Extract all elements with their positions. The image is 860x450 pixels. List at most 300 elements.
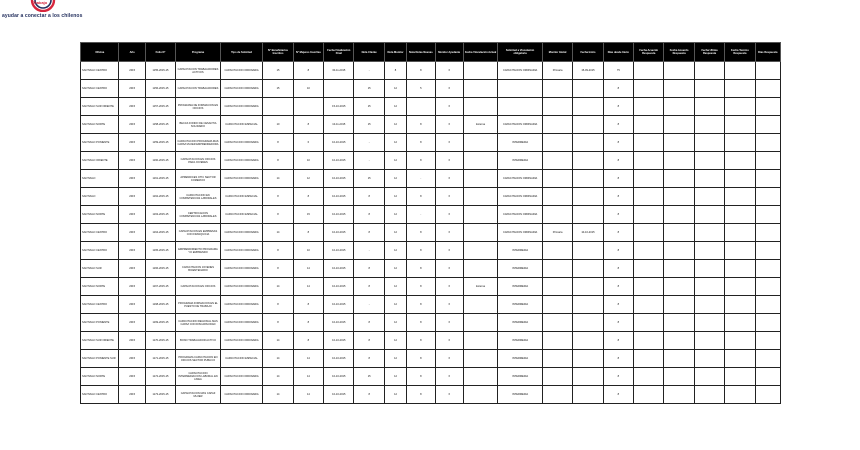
table-cell: 1170-2015-15 <box>145 332 175 350</box>
table-cell <box>664 296 694 314</box>
table-cell <box>573 278 603 296</box>
table-cell <box>694 386 724 404</box>
table-cell: X <box>435 368 463 386</box>
table-cell: 2015 <box>119 224 145 242</box>
table-cell <box>634 278 664 296</box>
table-cell <box>573 314 603 332</box>
table-cell: PROGRAMA FORMACION EN EL PUESTO DE TRABAJO <box>176 296 221 314</box>
table-cell <box>634 116 664 134</box>
table-cell <box>463 80 497 98</box>
table-cell: 12 <box>384 332 406 350</box>
table-cell: CAPACITACION ESPECIAL <box>220 188 263 206</box>
column-header: Días Respuesta <box>755 43 780 62</box>
table-cell: CAPACITACION EN OFICIOS PARA JOVENES <box>176 152 221 170</box>
table-cell: 15-10-2015 <box>324 98 354 116</box>
table-cell <box>463 134 497 152</box>
table-cell <box>573 386 603 404</box>
table-cell: Primaria <box>542 62 572 80</box>
table-cell: SANTIAGO ORIENTE <box>81 152 119 170</box>
table-cell: 8 <box>407 332 435 350</box>
table-cell: 1160-2015-15 <box>145 152 175 170</box>
table-cell <box>634 350 664 368</box>
column-header: Fecha Ultima Respuesta <box>694 43 724 62</box>
table-cell: 14 <box>293 350 323 368</box>
table-cell <box>542 98 572 116</box>
table-cell <box>573 116 603 134</box>
table-cell: 12 <box>384 278 406 296</box>
table-cell: 1155-2015-15 <box>145 62 175 80</box>
table-cell <box>542 116 572 134</box>
table-cell: 1162-2015-15 <box>145 188 175 206</box>
table-cell <box>725 386 755 404</box>
table-cell: 10 <box>263 116 293 134</box>
column-header: Nota Notas Nuevas <box>407 43 435 62</box>
table-cell <box>542 206 572 224</box>
table-cell: 12 <box>384 224 406 242</box>
table-cell: X <box>435 206 463 224</box>
table-cell <box>755 386 780 404</box>
table-cell: 8 <box>407 152 435 170</box>
table-cell <box>463 314 497 332</box>
column-header: Monitor Ayudante <box>435 43 463 62</box>
table-cell <box>463 332 497 350</box>
table-cell <box>664 80 694 98</box>
table-cell: - <box>407 170 435 188</box>
table-cell: APRENDICES OTIC SECTOR COMERCIO <box>176 170 221 188</box>
table-cell: 10-10-2015 <box>324 296 354 314</box>
table-cell: CAPACITACION INTERMEDIACION LABORAL EN LINEA <box>176 368 221 386</box>
table-cell: - <box>354 152 384 170</box>
table-cell: CAPACITACION ORDINARIA <box>498 62 543 80</box>
table-cell: 15 <box>263 62 293 80</box>
column-header: Año <box>119 43 145 62</box>
table-cell: SANTIAGO CENTRO <box>81 242 119 260</box>
table-cell: SANTIAGO CENTRO <box>81 62 119 80</box>
column-header: N° Mujeres Inscritas <box>293 43 323 62</box>
table-cell <box>755 224 780 242</box>
table-cell: 10-10-2015 <box>324 260 354 278</box>
table-cell: 1164-2015-15 <box>145 224 175 242</box>
table-cell: CAPACITACION ORDINARIA <box>220 314 263 332</box>
table-cell: SANTIAGO CENTRO <box>81 296 119 314</box>
table-cell: CAPACITACION ORDINARIA <box>220 152 263 170</box>
table-cell <box>542 260 572 278</box>
table-cell: 14 <box>293 368 323 386</box>
table-cell <box>755 80 780 98</box>
table-cell: 1173-2015-15 <box>145 386 175 404</box>
tagline: ayudar a conectar a los chilenos <box>2 13 83 19</box>
table-row <box>81 368 781 386</box>
table-cell <box>694 134 724 152</box>
table-cell: 8 <box>354 350 384 368</box>
table-cell: CAPACITACION ORDINARIA <box>498 170 543 188</box>
table-cell: 2015 <box>119 332 145 350</box>
table-cell <box>634 368 664 386</box>
table-row <box>81 224 781 242</box>
table-cell: 8 <box>354 332 384 350</box>
table-cell: CAPACITACION EN EMPRESAS CON FRANQUICIA <box>176 224 221 242</box>
table-cell: CAPACITACION ORDINARIA <box>498 116 543 134</box>
table-row <box>81 260 781 278</box>
table-cell <box>725 332 755 350</box>
table-cell: CAPACITACION REGIONAL MAS CAPAZ CON DISCAPACIDAD <box>176 314 221 332</box>
table-cell <box>725 278 755 296</box>
table-cell <box>755 170 780 188</box>
table-cell: SANTIAGO <box>81 188 119 206</box>
table-cell: 1168-2015-15 <box>145 296 175 314</box>
table-cell: 10-10-2015 <box>324 314 354 332</box>
table-cell: 8 <box>603 224 633 242</box>
table-cell: 8 <box>263 314 293 332</box>
table-cell: 8 <box>603 260 633 278</box>
table-cell <box>725 152 755 170</box>
table-cell: 1166-2015-15 <box>145 260 175 278</box>
table-cell: X <box>435 278 463 296</box>
table-cell <box>664 386 694 404</box>
table-cell: 12 <box>384 260 406 278</box>
table-cell <box>725 260 755 278</box>
table-cell <box>694 350 724 368</box>
table-cell: 2015 <box>119 314 145 332</box>
table-cell: CERTIFICACION COMPETENCIAS LABORALES <box>176 206 221 224</box>
table-cell: 15 <box>293 206 323 224</box>
table-cell: - <box>354 242 384 260</box>
table-cell: 14 <box>263 350 293 368</box>
table-cell: 8 <box>407 62 435 80</box>
table-cell <box>573 152 603 170</box>
table-cell: CAPACITACION ORDINARIA <box>220 224 263 242</box>
table-cell: SANTIAGO PONIENTE <box>81 134 119 152</box>
table-cell: 1159-2015-15 <box>145 134 175 152</box>
table-cell: SANTIAGO NORTE <box>81 368 119 386</box>
table-cell <box>634 260 664 278</box>
table-cell: SANTIAGO NORTE <box>81 206 119 224</box>
table-cell <box>542 314 572 332</box>
table-cell: 1171-2015-15 <box>145 350 175 368</box>
table-cell <box>664 98 694 116</box>
table-cell <box>694 332 724 350</box>
table-cell: 8 <box>354 188 384 206</box>
table-header-row <box>81 43 781 62</box>
table-cell: 8 <box>263 152 293 170</box>
table-cell: 8 <box>603 314 633 332</box>
table-cell: SANTIAGO SUR <box>81 260 119 278</box>
table-cell: 8 <box>603 350 633 368</box>
table-cell <box>293 98 323 116</box>
table-cell: 12 <box>384 242 406 260</box>
table-cell: 12 <box>384 314 406 332</box>
table-cell: 1167-2015-15 <box>145 278 175 296</box>
table-cell: INTERMEDIA <box>498 368 543 386</box>
table-cell: CAPACITACION ESPECIAL <box>220 206 263 224</box>
table-cell: 14 <box>263 368 293 386</box>
table-cell <box>725 206 755 224</box>
table-cell: 8 <box>407 224 435 242</box>
table-cell <box>725 98 755 116</box>
table-cell: INTERMEDIA <box>498 386 543 404</box>
table-cell: 2015 <box>119 170 145 188</box>
table-cell <box>664 314 694 332</box>
table-cell: Primaria <box>542 224 572 242</box>
table-cell: X <box>435 116 463 134</box>
table-cell <box>634 386 664 404</box>
table-cell: 2015 <box>119 134 145 152</box>
table-cell: 1165-2015-15 <box>145 242 175 260</box>
table-cell: CAPACITACION ESPECIAL <box>220 116 263 134</box>
table-cell <box>573 296 603 314</box>
table-cell: 8 <box>603 98 633 116</box>
table-cell: 12 <box>384 206 406 224</box>
table-cell <box>694 206 724 224</box>
table-cell <box>694 62 724 80</box>
table-cell <box>755 188 780 206</box>
table-cell: 8 <box>407 188 435 206</box>
table-cell: CAPACITACION ORDINARIA <box>220 368 263 386</box>
table-cell <box>498 80 543 98</box>
table-cell: 10 <box>293 242 323 260</box>
table-cell: 10-10-2015 <box>324 170 354 188</box>
table-cell: CAPACITACION ORDINARIA <box>220 278 263 296</box>
table-cell: CAPACITACION TRABAJADORES ACTIVOS <box>176 62 221 80</box>
table-cell: X <box>435 152 463 170</box>
table-row <box>81 350 781 368</box>
table-cell <box>725 368 755 386</box>
table-cell: 8 <box>603 80 633 98</box>
table-cell: 8 <box>354 224 384 242</box>
column-header: Folio N° <box>145 43 175 62</box>
table-cell: 2015 <box>119 368 145 386</box>
table-cell: 12 <box>384 152 406 170</box>
table-cell: 14 <box>263 224 293 242</box>
column-header: Fecha Finalización Final <box>324 43 354 62</box>
table-cell <box>573 260 603 278</box>
table-cell: - <box>407 206 435 224</box>
table-cell: 10-10-2015 <box>324 278 354 296</box>
table-cell: CAPACITACION PROGRAMA MAS CAPAZ MUJER EMPRENDEDORA <box>176 134 221 152</box>
table-cell <box>463 296 497 314</box>
table-cell <box>694 224 724 242</box>
table-cell: 8 <box>354 206 384 224</box>
table-cell <box>725 170 755 188</box>
table-cell <box>694 368 724 386</box>
table-cell: CAPACITACION JOVENES BICENTENARIO <box>176 260 221 278</box>
table-cell: 6 <box>293 134 323 152</box>
table-cell: 8 <box>263 242 293 260</box>
table-cell <box>694 242 724 260</box>
table-cell <box>664 242 694 260</box>
table-cell: 8 <box>407 314 435 332</box>
table-cell: 8 <box>603 170 633 188</box>
column-header: Fecha Vinculación Actual <box>463 43 497 62</box>
table-cell <box>634 98 664 116</box>
table-cell: 14 <box>263 278 293 296</box>
table-cell <box>694 152 724 170</box>
column-header: Nota Cliente <box>354 43 384 62</box>
table-cell: CAPACITACION ESPECIAL <box>220 350 263 368</box>
column-header: Monitor Inicial <box>542 43 572 62</box>
table-cell: SANTIAGO SUR ORIENTE <box>81 98 119 116</box>
table-cell <box>755 242 780 260</box>
table-cell: CAPACITACION TRABAJADORES <box>176 80 221 98</box>
table-cell: 2015 <box>119 62 145 80</box>
table-cell: 10-11-2015 <box>324 116 354 134</box>
table-cell: 8 <box>263 188 293 206</box>
table-cell <box>725 296 755 314</box>
table-cell <box>324 80 354 98</box>
table-cell <box>755 350 780 368</box>
table-cell: 2015 <box>119 260 145 278</box>
table-cell: BECAS FONDO DE CESANTIA SOLIDARIO <box>176 116 221 134</box>
table-cell: 10-10-2015 <box>324 224 354 242</box>
table-cell <box>694 296 724 314</box>
table-cell <box>573 134 603 152</box>
table-cell: 1157-2015-15 <box>145 98 175 116</box>
table-cell: 14 <box>293 260 323 278</box>
table-cell: 2015 <box>119 386 145 404</box>
column-header: N° Beneficiarios Inscritos <box>263 43 293 62</box>
table-cell: 8 <box>407 278 435 296</box>
table-row <box>81 206 781 224</box>
table-cell <box>664 206 694 224</box>
table-cell: 2015 <box>119 152 145 170</box>
table-cell: CAPACITACION EN OFICIOS <box>176 278 221 296</box>
table-cell: 8 <box>407 134 435 152</box>
table-cell: 2015 <box>119 116 145 134</box>
table-cell <box>634 296 664 314</box>
table-cell <box>664 224 694 242</box>
table-cell <box>463 260 497 278</box>
table-row <box>81 62 781 80</box>
table-cell: 10-10-2015 <box>324 386 354 404</box>
table-cell: 2015 <box>119 242 145 260</box>
table-row <box>81 242 781 260</box>
table-cell: X <box>435 332 463 350</box>
table-cell: X <box>435 224 463 242</box>
table-cell: SANTIAGO CENTRO <box>81 224 119 242</box>
table-cell: X <box>435 260 463 278</box>
column-header: Solicitud a Vinculación obligatoria <box>498 43 543 62</box>
table-cell <box>463 188 497 206</box>
table-cell: INTERMEDIA <box>498 350 543 368</box>
table-cell <box>755 368 780 386</box>
table-cell: - <box>354 296 384 314</box>
table-cell: CAPACITACION EN COMPETENCIAS LABORALES <box>176 188 221 206</box>
table-cell: INTERMEDIA <box>498 278 543 296</box>
table-cell: 8 <box>293 314 323 332</box>
table-cell: X <box>435 134 463 152</box>
table-cell: 2015 <box>119 80 145 98</box>
table-cell: 2015 <box>119 350 145 368</box>
table-cell: 12 <box>384 350 406 368</box>
table-cell: 15-09-2015 <box>573 62 603 80</box>
column-header: Nota Monitor <box>384 43 406 62</box>
table-cell <box>634 224 664 242</box>
table-cell: X <box>435 188 463 206</box>
table-cell <box>463 206 497 224</box>
table-cell: 1158-2015-15 <box>145 116 175 134</box>
table-cell: 12 <box>384 80 406 98</box>
table-cell: 8 <box>603 278 633 296</box>
table-cell <box>755 206 780 224</box>
table-cell <box>634 80 664 98</box>
column-header: Fecha Acuerdo Respuesta <box>634 43 664 62</box>
table-cell <box>463 386 497 404</box>
table-cell: INTERMEDIA <box>498 260 543 278</box>
table-cell: 1161-2015-15 <box>145 170 175 188</box>
table-cell: 8 <box>354 314 384 332</box>
table-cell: CAPACITACION ORDINARIA <box>220 98 263 116</box>
table-cell: SANTIAGO SUR ORIENTE <box>81 332 119 350</box>
table-cell <box>634 206 664 224</box>
table-cell <box>664 278 694 296</box>
table-cell: 12 <box>384 296 406 314</box>
table-row <box>81 80 781 98</box>
table-cell <box>542 350 572 368</box>
logo-text: Trabajo <box>33 0 48 5</box>
table-cell: CAPACITACION ORDINARIA <box>220 134 263 152</box>
table-cell <box>463 152 497 170</box>
table-cell: BONO TRABAJADOR ACTIVO <box>176 332 221 350</box>
table-cell: CAPACITACION ORDINARIA <box>498 188 543 206</box>
table-cell: SANTIAGO <box>81 170 119 188</box>
table-cell: CAPACITACION ORDINARIA <box>220 62 263 80</box>
table-cell <box>694 170 724 188</box>
table-cell: 8 <box>407 116 435 134</box>
table-cell: 8 <box>603 332 633 350</box>
table-row <box>81 98 781 116</box>
table-cell: 8 <box>293 296 323 314</box>
table-cell: 2015 <box>119 188 145 206</box>
table-cell: 75 <box>603 62 633 80</box>
table-cell: 12 <box>384 98 406 116</box>
table-cell: - <box>354 134 384 152</box>
table-cell: 10-10-2015 <box>324 206 354 224</box>
table-cell <box>634 152 664 170</box>
table-cell: 15 <box>354 80 384 98</box>
table-cell: 8 <box>603 296 633 314</box>
table-cell <box>542 188 572 206</box>
table-cell: 8 <box>384 62 406 80</box>
table-cell: 8 <box>603 152 633 170</box>
table-cell <box>755 98 780 116</box>
table-cell: 10-10-2015 <box>324 350 354 368</box>
table-cell: INTERMEDIA <box>498 314 543 332</box>
table-cell: 14 <box>263 332 293 350</box>
table-row <box>81 386 781 404</box>
table-cell: 8 <box>293 332 323 350</box>
table-cell <box>573 206 603 224</box>
table-cell: 10-10-2015 <box>573 224 603 242</box>
table-cell: 8 <box>293 62 323 80</box>
table-cell <box>542 80 572 98</box>
table-cell: INTERMEDIA <box>498 134 543 152</box>
table-cell: INTERMEDIA <box>498 296 543 314</box>
table-cell: CAPACITACION ORDINARIA <box>220 296 263 314</box>
table-cell: CAPACITACION ORDINARIA <box>220 386 263 404</box>
table-cell: 8 <box>263 260 293 278</box>
table-cell: X <box>435 242 463 260</box>
table-cell <box>755 152 780 170</box>
table-cell <box>573 350 603 368</box>
table-cell <box>634 188 664 206</box>
table-cell <box>463 62 497 80</box>
table-cell: 1163-2015-15 <box>145 206 175 224</box>
table-cell: 8 <box>407 296 435 314</box>
table-cell: 12 <box>384 386 406 404</box>
table-cell <box>573 80 603 98</box>
table-cell: 12 <box>384 368 406 386</box>
table-cell <box>542 296 572 314</box>
